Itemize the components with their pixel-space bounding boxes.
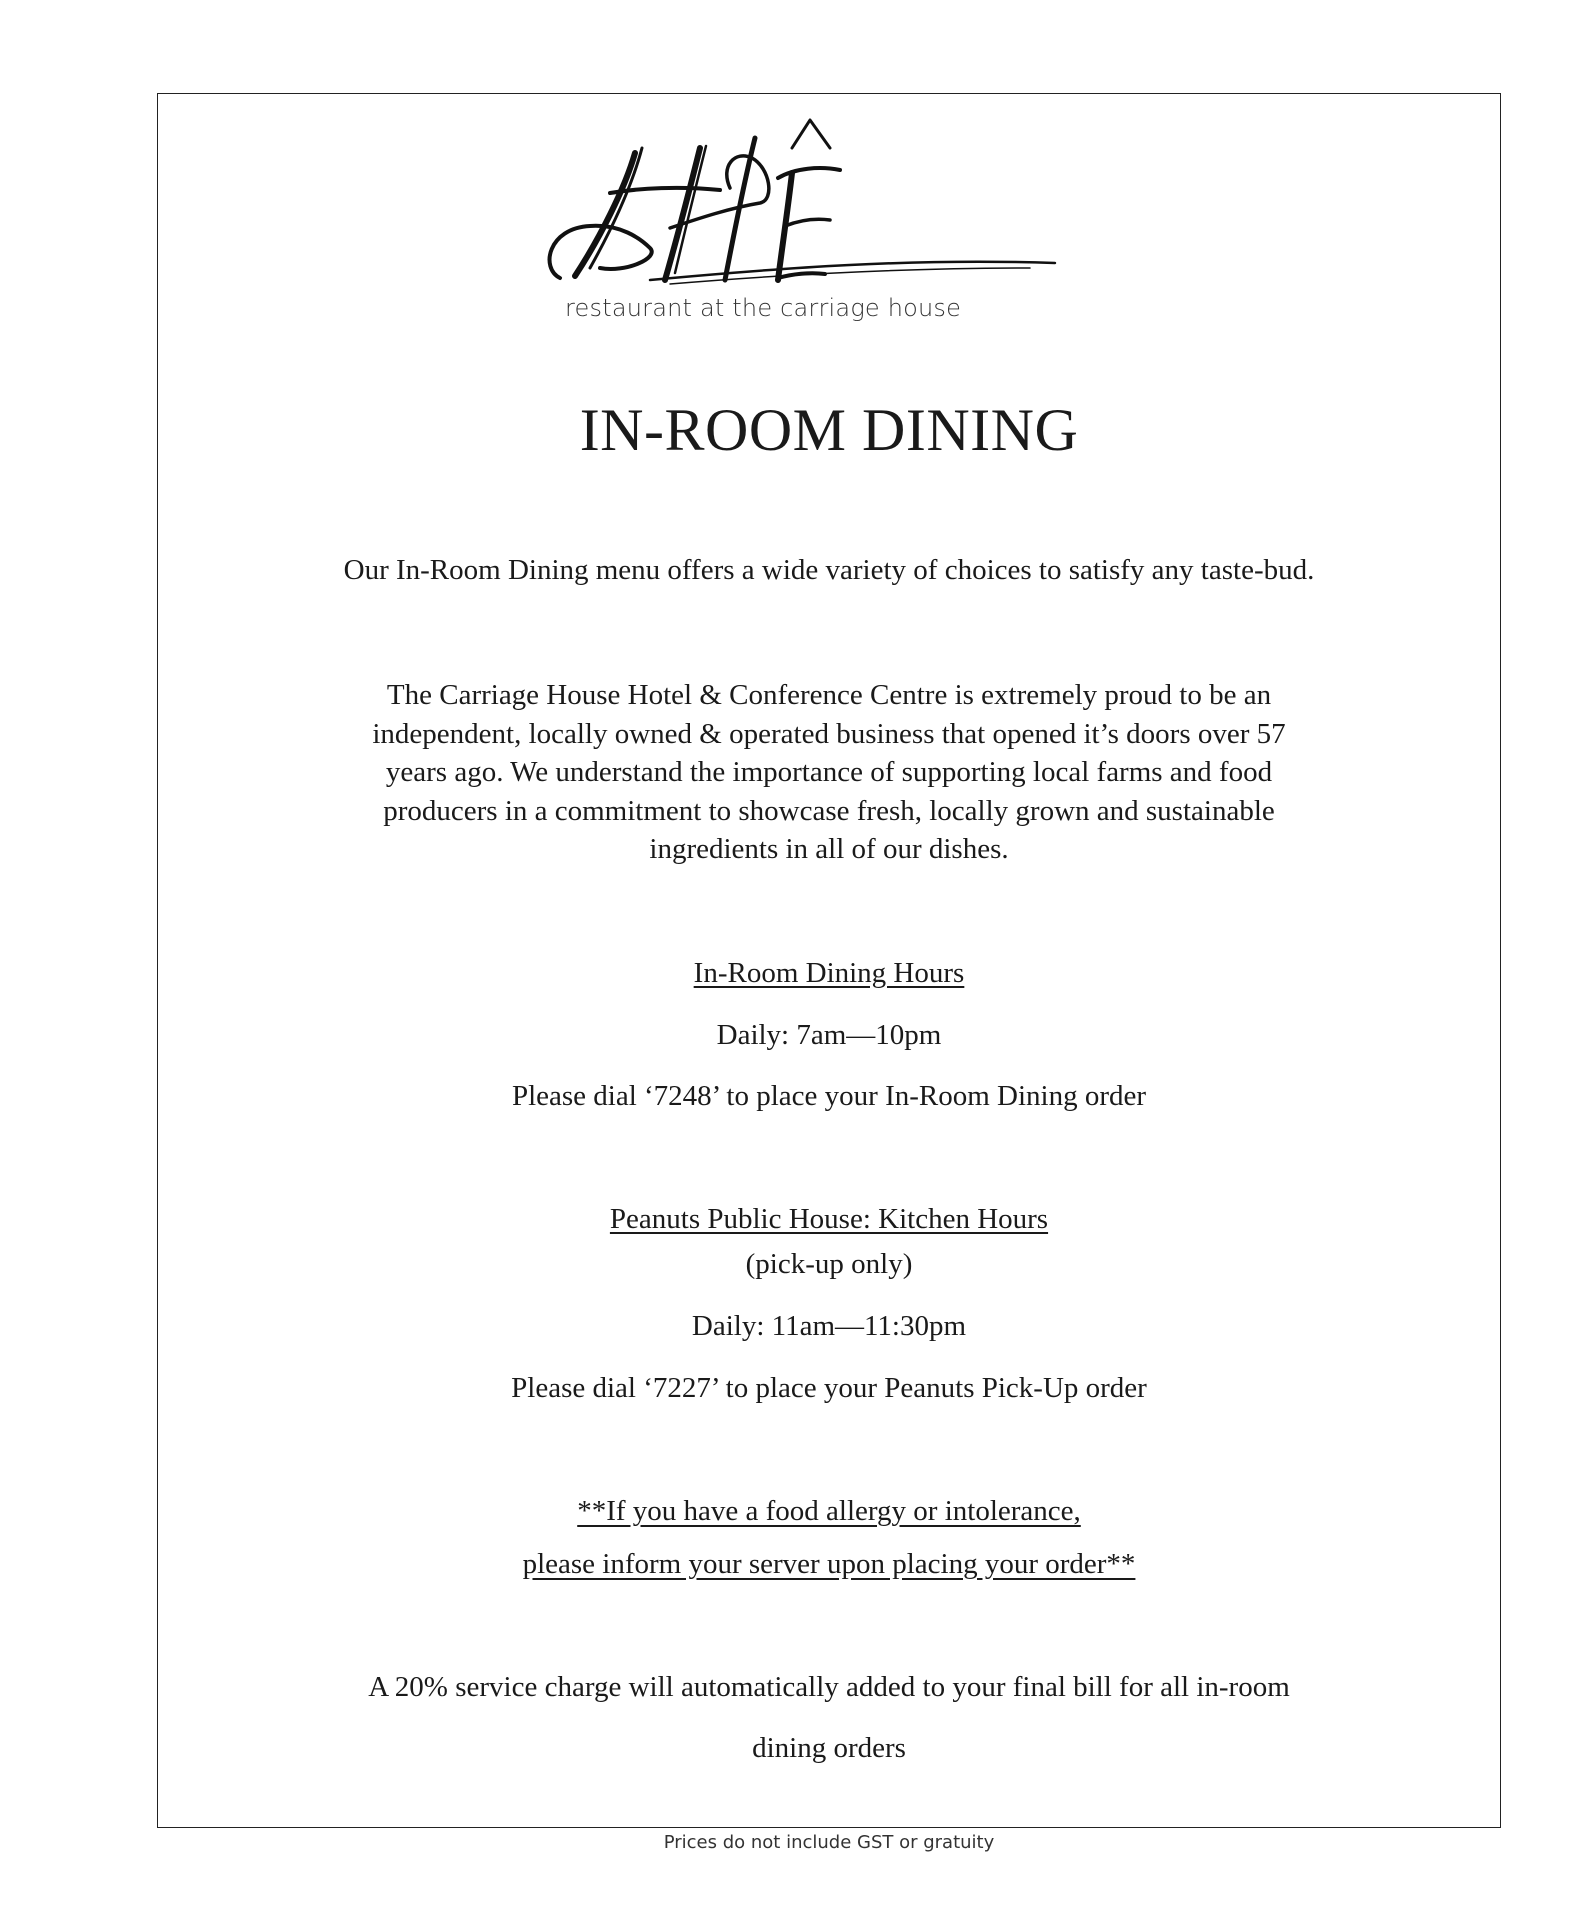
page-title: IN-ROOM DINING bbox=[579, 397, 1079, 463]
about-line: The Carriage House Hotel & Conference Centre is extremely proud to be an bbox=[386, 679, 1272, 711]
in-room-dial-instructions: Please dial ‘7248’ to place your In-Room Dining order bbox=[511, 1080, 1147, 1112]
about-line: independent, locally owned & operated business that opened it’s doors over 57 bbox=[372, 717, 1286, 750]
service-charge-line: dining orders bbox=[752, 1732, 906, 1764]
logo-monogram-icon bbox=[530, 108, 1070, 288]
in-room-hours-heading: In-Room Dining Hours bbox=[693, 957, 965, 989]
about-paragraph bbox=[157, 676, 1501, 869]
about-line: producers in a commitment to showcase fresh, locally grown and sustainable bbox=[383, 794, 1275, 827]
restaurant-logo bbox=[530, 108, 1070, 328]
peanuts-pickup-note: (pick-up only) bbox=[745, 1248, 913, 1280]
about-line: ingredients in all of our dishes. bbox=[649, 833, 1009, 865]
peanuts-dial-instructions: Please dial ‘7227’ to place your Peanuts Pick-Up order bbox=[511, 1372, 1147, 1404]
allergy-notice-line: please inform your server upon placing your order** bbox=[522, 1548, 1136, 1580]
peanuts-hours-heading: Peanuts Public House: Kitchen Hours bbox=[609, 1203, 1049, 1235]
footer-note: Prices do not include GST or gratuity bbox=[663, 1832, 995, 1853]
intro-text: Our In-Room Dining menu offers a wide variety of choices to satisfy any taste-bud. bbox=[343, 554, 1315, 586]
logo-tagline: restaurant at the carriage house bbox=[565, 294, 962, 322]
service-charge-line: A 20% service charge will automatically added to your final bill for all in-room bbox=[368, 1671, 1290, 1703]
in-room-hours-times: Daily: 7am—10pm bbox=[716, 1019, 942, 1051]
allergy-notice-line: **If you have a food allergy or intolerance, bbox=[577, 1495, 1081, 1527]
peanuts-hours-times: Daily: 11am—11:30pm bbox=[691, 1310, 967, 1342]
about-line: years ago. We understand the importance of supporting local farms and food bbox=[385, 756, 1273, 788]
